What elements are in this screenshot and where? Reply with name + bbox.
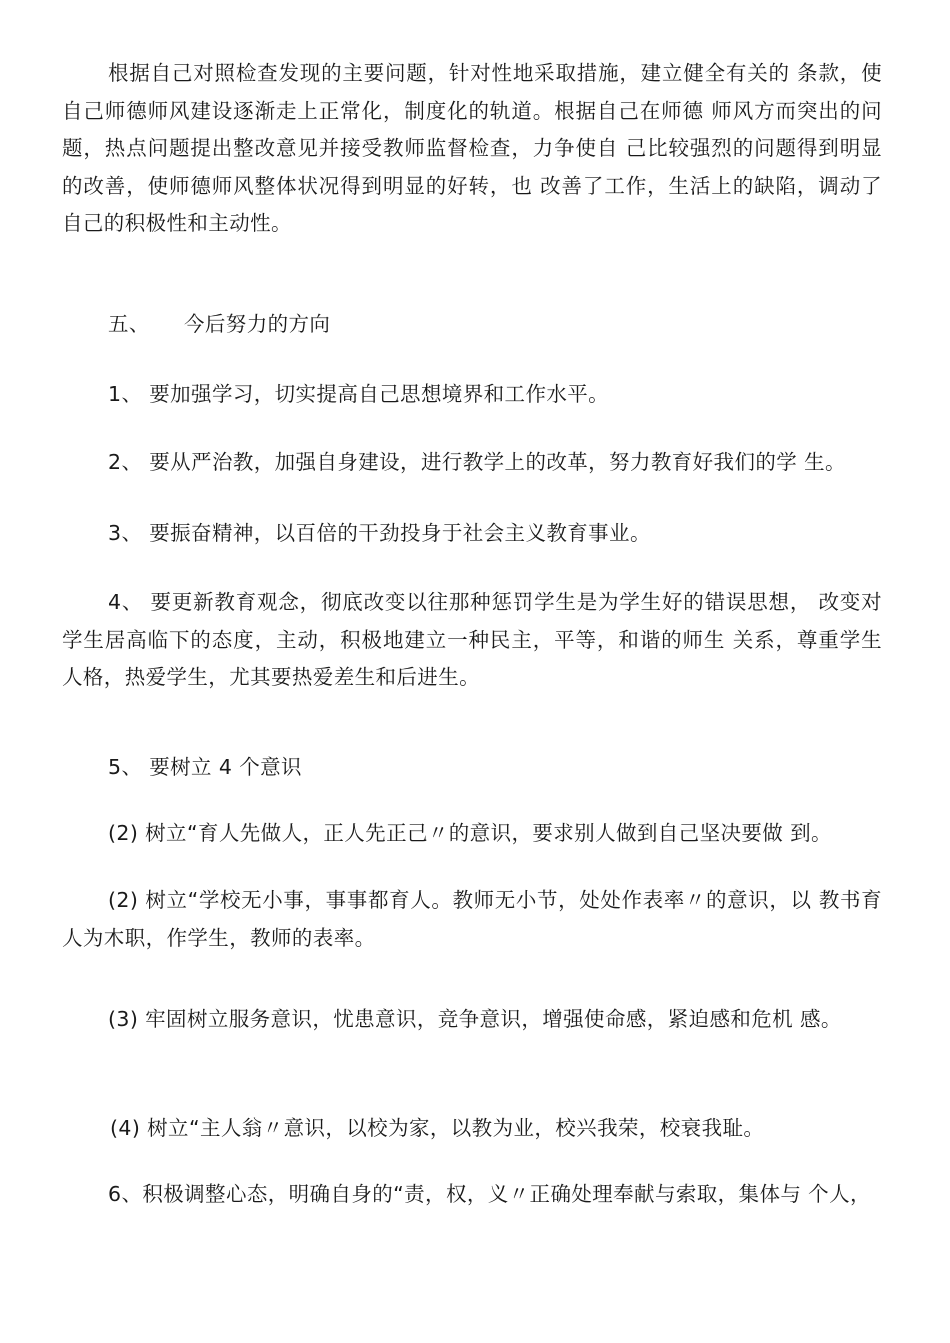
list-item-1: 1、 要加强学习，切实提高自己思想境界和工作水平。	[108, 382, 610, 406]
sub-item-4: (4) 树立“主人翁〃意识，以校为家，以教为业，校兴我荣，校衰我耻。	[110, 1116, 765, 1140]
sub-item-2: (2) 树立“学校无小事，事事都育人。教师无小节，处处作表率〃的意识，以 教书育人为木职，作学生，教师的表率。	[62, 888, 882, 950]
list-item-6: 6、积极调整心态，明确自身的“责，权，义〃正确处理奉献与索取，集体与 个人，	[108, 1182, 871, 1206]
list-item-3: 3、 要振奋精神，以百倍的干劲投身于社会主义教育事业。	[108, 521, 651, 545]
sub-item-1: (2) 树立“育人先做人，正人先正己〃的意识，要求别人做到自己坚决要做 到。	[108, 821, 832, 845]
list-item-4: 4、 要更新教育观念，彻底改变以往那种惩罚学生是为学生好的错误思想， 改变对学生居高临下的态度，主动，积极地建立一种民主，平等，和谐的师生 关系，尊重学生人格，热爱学生，尤其要热爱差生和后进生。	[62, 590, 882, 689]
section-title: 今后努力的方向	[184, 312, 331, 336]
list-item-5: 5、 要树立 4 个意识	[108, 755, 302, 779]
section-number: 五、	[108, 312, 150, 336]
sub-item-3: (3) 牢固树立服务意识，忧患意识，竞争意识，增强使命感，紧迫感和危机 感。	[108, 1007, 842, 1031]
intro-paragraph: 根据自己对照检查发现的主要问题，针对性地采取措施，建立健全有关的 条款，使自己师德师风建设逐渐走上正常化，制度化的轨道。根据自己在师德 师风方而突出的问题，热点问题提出整改意见并接受教师监督检查，力争使自 己比较强烈的问题得到明显的改善，使师德师风整体状况得到明显的好转，也 改善了工作，生活上的缺陷，调动了自己的积极性和主动性。	[62, 61, 882, 235]
section-heading	[108, 306, 928, 344]
list-item-2: 2、 要从严治教，加强自身建设，进行教学上的改革，努力教育好我们的学 生。	[108, 450, 846, 474]
